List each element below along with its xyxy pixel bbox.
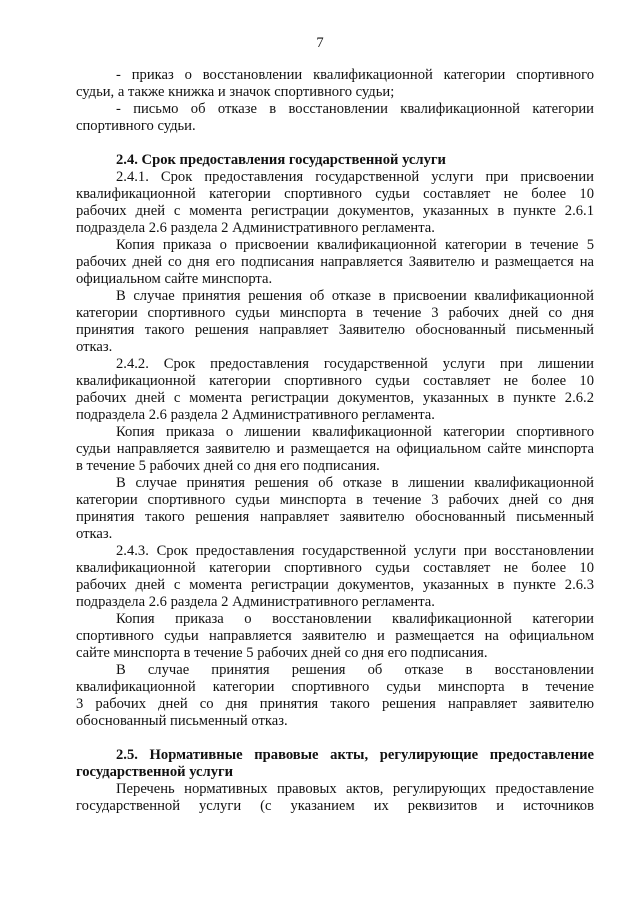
text-line: рабочих дней с момента регистрации документов, указанных в пункте 2.6.1 [76, 203, 594, 219]
text-line: квалификационной категории спортивного судьи составляет не более 10 [76, 560, 594, 576]
para-2-4-3-refusal [76, 662, 594, 730]
text-line: 2.4.1. Срок предоставления государственной услуги при присвоении [116, 169, 594, 185]
section-heading-2-4 [76, 152, 594, 169]
text-line: В случае принятия решения об отказе в присвоении квалификационной [116, 288, 594, 304]
text-line: 3 рабочих дней со дня принятия такого решения направляет заявителю [76, 696, 594, 712]
text-line: 2.4.3. Срок предоставления государственной услуги при восстановлении [116, 543, 594, 559]
text-line: государственной услуги [76, 764, 234, 780]
text-line: категории спортивного судьи минспорта в течение 3 рабочих дней со дня [76, 492, 594, 508]
text-line: Копия приказа о лишении квалификационной категории спортивного [116, 424, 594, 440]
text-line: в течение 5 рабочих дней со дня его подписания. [76, 458, 380, 474]
section-spacer [76, 730, 594, 747]
para-2-4-2-copy [76, 424, 594, 475]
text-line: судьи, а также книжка и значок спортивного судьи; [76, 84, 395, 100]
text-line: Перечень нормативных правовых актов, регулирующих предоставление [116, 781, 594, 797]
text-line: - приказ о восстановлении квалификационной категории спортивного [116, 67, 594, 83]
text-line: государственной услуги (с указанием их реквизитов и источников [76, 798, 594, 814]
para-2-4-1-copy [76, 237, 594, 288]
list-item-refusal-letter [76, 101, 594, 135]
text-line: судьи направляется заявителю и размещается на официальном сайте минспорта [76, 441, 594, 457]
text-line: квалификационной категории спортивного судьи составляет не более 10 [76, 186, 594, 202]
text-line: 2.5. Нормативные правовые акты, регулирующие предоставление [116, 747, 594, 763]
para-2-5-list-intro [76, 781, 594, 815]
text-line: - письмо об отказе в восстановлении квалификационной категории [116, 101, 594, 117]
text-line: В случае принятия решения об отказе в лишении квалификационной [116, 475, 594, 491]
text-line: 2.4. Срок предоставления государственной услуги [116, 152, 446, 168]
text-line: подраздела 2.6 раздела 2 Административного регламента. [76, 407, 435, 423]
page-number: 7 [316, 35, 324, 51]
text-line: квалификационной категории спортивного судьи составляет не более 10 [76, 373, 594, 389]
text-line: сайте минспорта в течение 5 рабочих дней со дня его подписания. [76, 645, 488, 661]
text-line: 2.4.2. Срок предоставления государственной услуги при лишении [116, 356, 594, 372]
text-line: подраздела 2.6 раздела 2 Административного регламента. [76, 594, 435, 610]
para-2-4-2-refusal [76, 475, 594, 543]
section-heading-2-5 [76, 747, 594, 781]
text-line: Копия приказа о присвоении квалификационной категории в течение 5 [116, 237, 594, 253]
text-line: обоснованный письменный отказ. [76, 713, 288, 729]
text-line: Копия приказа о восстановлении квалификационной категории [116, 611, 594, 627]
para-2-4-3 [76, 543, 594, 611]
text-line: квалификационной категории спортивного судьи минспорта в течение [76, 679, 594, 695]
text-line: принятия такого решения направляет заявителю обоснованный письменный [76, 509, 594, 525]
para-2-4-2 [76, 356, 594, 424]
para-2-4-3-copy [76, 611, 594, 662]
text-line: спортивного судьи. [76, 118, 196, 134]
text-line: отказ. [76, 526, 113, 542]
text-line: рабочих дней с момента регистрации документов, указанных в пункте 2.6.2 [76, 390, 594, 406]
text-line: рабочих дней с момента регистрации документов, указанных в пункте 2.6.3 [76, 577, 594, 593]
text-line: категории спортивного судьи минспорта в течение 3 рабочих дней со дня [76, 305, 594, 321]
para-2-4-1-refusal [76, 288, 594, 356]
para-2-4-1 [76, 169, 594, 237]
text-line: официальном сайте минспорта. [76, 271, 273, 287]
text-line: спортивного судьи направляется заявителю и размещается на официальном [76, 628, 594, 644]
text-line: рабочих дней со дня его подписания направляется Заявителю и размещается на [76, 254, 594, 270]
text-line: подраздела 2.6 раздела 2 Административного регламента. [76, 220, 435, 236]
list-item-reinstatement-order [76, 67, 594, 101]
section-spacer [76, 135, 594, 152]
document-body [76, 67, 594, 815]
text-line: В случае принятия решения об отказе в восстановлении [116, 662, 594, 678]
text-line: принятия такого решения направляет Заявителю обоснованный письменный [76, 322, 594, 338]
text-line: отказ. [76, 339, 113, 355]
